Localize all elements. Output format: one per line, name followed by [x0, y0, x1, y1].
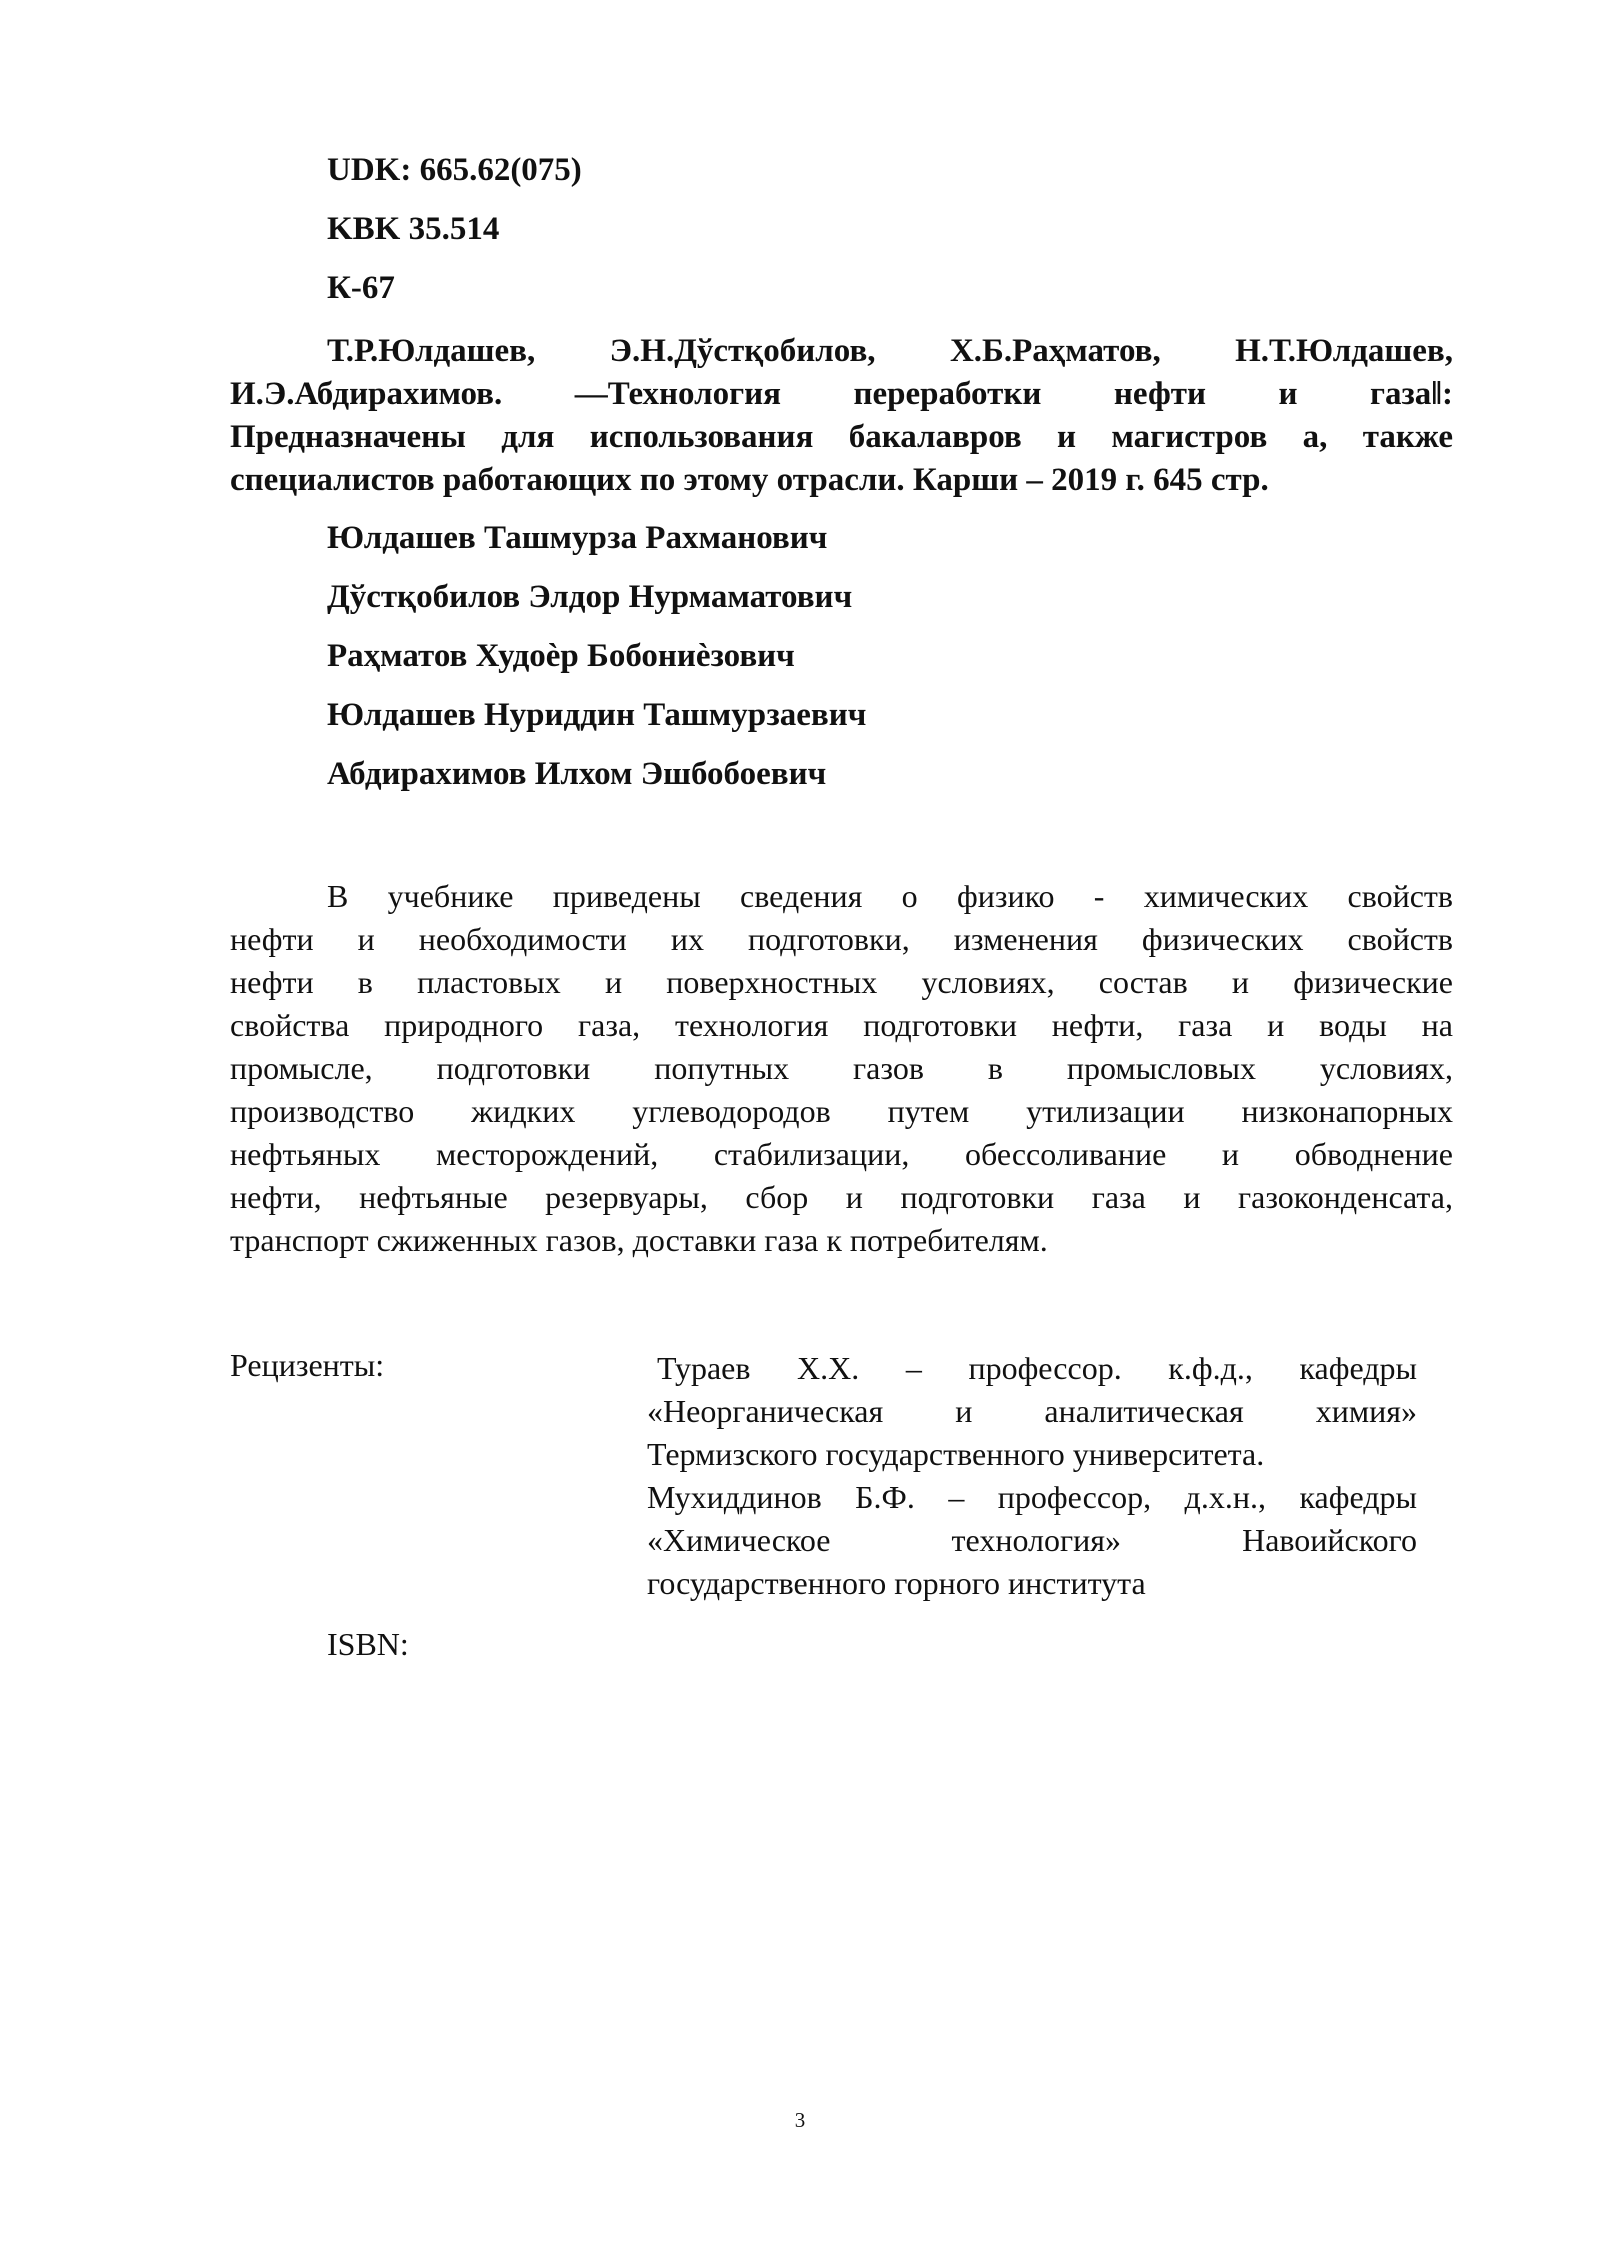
- reviewer-line: Термизского государственного университета.: [647, 1436, 1265, 1472]
- abstract-line: производство жидких углеводородов путем утилизации низконапорных: [230, 1093, 1453, 1129]
- reviewer-line: Мухиддинов Б.Ф. – профессор, д.х.н., кафедры: [647, 1479, 1417, 1515]
- page-number: 3: [794, 2108, 806, 2132]
- abstract-line: промысле, подготовки попутных газов в промысловых условиях,: [230, 1050, 1453, 1086]
- abstract-line: нефти в пластовых и поверхностных условиях, состав и физические: [230, 964, 1453, 1000]
- citation-line: Предназначены для использования бакалавров и магистров а, также: [230, 419, 1453, 455]
- reviewer-line: Тураев Х.Х. – профессор. к.ф.д., кафедры: [657, 1350, 1417, 1386]
- citation-line: Т.Р.Юлдашев, Э.Н.Дўстқобилов, Х.Б.Раҳматов, Н.Т.Юлдашев,: [327, 333, 1453, 369]
- author-name: Раҳматов Худоѐр Бобониѐзович: [327, 638, 795, 674]
- bibliographic-citation: [230, 330, 1453, 502]
- abstract-line: нефти, нефтьяные резервуары, сбор и подготовки газа и газоконденсата,: [230, 1179, 1453, 1215]
- abstract-paragraph: [230, 875, 1453, 1262]
- abstract-line: свойства природного газа, технология подготовки нефти, газа и воды на: [230, 1007, 1453, 1043]
- kbk-code: KBK 35.514: [327, 211, 500, 247]
- udk-code: UDK: 665.62(075): [327, 152, 582, 188]
- reviewer-line: «Химическое технология» Навоийского: [647, 1522, 1417, 1558]
- abstract-line: транспорт сжиженных газов, доставки газа к потребителям.: [230, 1222, 1048, 1258]
- author-name: Юлдашев Ташмурза Рахманович: [327, 520, 828, 556]
- abstract-line: нефтьяных месторождений, стабилизации, обессоливание и обводнение: [230, 1136, 1453, 1172]
- reviewer-line: государственного горного института: [647, 1565, 1146, 1601]
- reviewer-line: «Неорганическая и аналитическая химия»: [647, 1393, 1417, 1429]
- citation-line: специалистов работающих по этому отрасли. Карши – 2019 г. 645 стр.: [230, 462, 1269, 498]
- author-name: Абдирахимов Илхом Эшбобоевич: [327, 756, 827, 792]
- classification-code: К-67: [327, 270, 395, 306]
- reviewers-label: Рецизенты:: [230, 1347, 385, 1383]
- author-name: Юлдашев Нуриддин Ташмурзаевич: [327, 697, 867, 733]
- isbn-label: ISBN:: [327, 1626, 409, 1662]
- author-name: Дўстқобилов Элдор Нурмаматович: [327, 579, 853, 615]
- reviewers-list: [647, 1347, 1417, 1605]
- citation-line: И.Э.Абдирахимов. ―Технология переработки нефти и газа‖:: [230, 376, 1453, 412]
- abstract-line: нефти и необходимости их подготовки, изменения физических свойств: [230, 921, 1453, 957]
- abstract-line: В учебнике приведены сведения о физико - химических свойств: [327, 878, 1453, 914]
